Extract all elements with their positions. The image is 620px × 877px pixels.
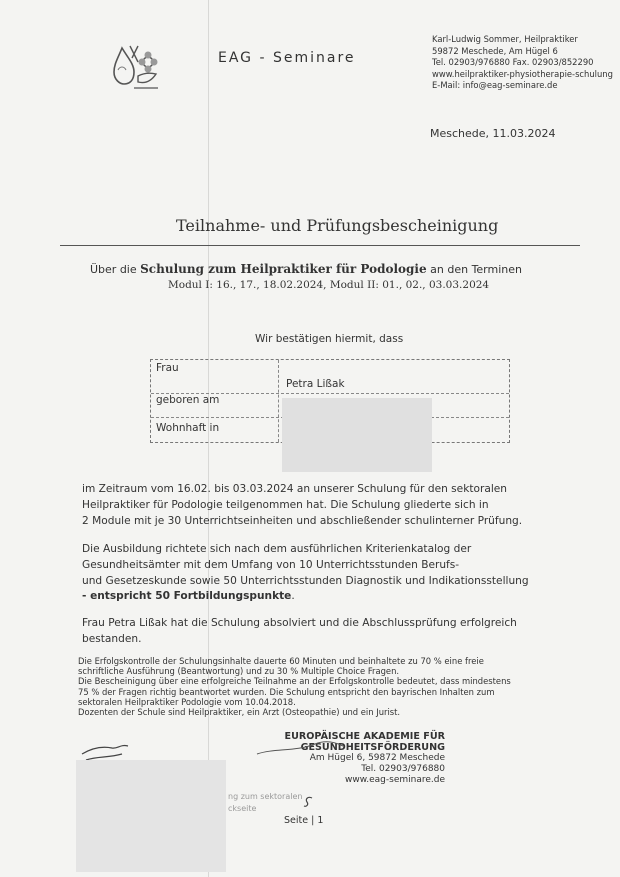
course-line xyxy=(90,262,522,276)
credit-line xyxy=(82,589,529,605)
course-prefix: Über die xyxy=(90,263,137,276)
address-line[interactable]: E-Mail: info@eag-seminare.de xyxy=(432,80,558,90)
document-title: Teilnahme- und Prüfungsbescheinigung xyxy=(176,216,499,235)
paragraph-line: Heilpraktiker für Podologie teilgenommen hat. Die Schulung gliederte sich in xyxy=(82,498,489,511)
stamp-line: GESUNDHEITSFÖRDERUNG xyxy=(300,742,445,753)
paragraph-line: im Zeitraum vom 16.02. bis 03.03.2024 an unserer Schulung für den sektoralen xyxy=(82,483,507,495)
credit-period: . xyxy=(291,590,295,603)
logo-icon xyxy=(108,40,164,96)
credit-points: - entspricht 50 Fortbildungspunkte xyxy=(82,590,292,603)
course-suffix: an den Terminen xyxy=(430,263,522,276)
born-label: geboren am xyxy=(156,394,220,406)
paragraph-result xyxy=(82,616,517,648)
faint-text: ng zum sektoralen xyxy=(228,792,303,801)
paragraph-line: Die Ausbildung richtete sich nach dem ausführlichen Kriterienkatalog der xyxy=(82,543,472,555)
address-line[interactable]: www.heilpraktiker-physiotherapie-schulung xyxy=(432,68,613,79)
curl-mark-icon xyxy=(302,795,316,809)
redacted-personal-data xyxy=(282,398,432,472)
stamp-line: www.eag-seminare.de xyxy=(345,775,445,785)
person-name: Petra Lißak xyxy=(286,378,345,390)
signature-stamp xyxy=(255,734,345,760)
small-print-line: Die Erfolgskontrolle der Schulungsinhalte dauerte 60 Minuten und beinhaltete zu 70 % eine freie xyxy=(78,656,484,666)
title-underline xyxy=(60,245,580,246)
paragraph-line: Gesundheitsämter mit dem Umfang von 10 Unterrichtsstunden Berufs- xyxy=(82,558,460,571)
redacted-area xyxy=(76,760,226,872)
small-print-line: schriftliche Ausführung (Beantwortung) und zu 30 % Multiple Choice Fragen. xyxy=(78,666,400,677)
paragraph-line: bestanden. xyxy=(82,632,142,645)
course-dates: Modul I: 16., 17., 18.02.2024, Modul II: 01., 02., 03.03.2024 xyxy=(168,279,490,291)
salutation-label: Frau xyxy=(156,362,179,374)
paragraph-line: Frau Petra Lißak hat die Schulung absolviert und die Abschlussprüfung erfolgreich xyxy=(82,617,517,629)
address-line: Karl-Ludwig Sommer, Heilpraktiker xyxy=(432,34,578,44)
confirm-text: Wir bestätigen hiermit, dass xyxy=(255,333,404,345)
small-print-line: Dozenten der Schule sind Heilpraktiker, ein Arzt (Osteopathie) und ein Jurist. xyxy=(78,707,401,718)
paragraph-line: und Gesetzeskunde sowie 50 Unterrichtsstunden Diagnostik und Indikationsstellung xyxy=(82,574,529,587)
paragraph-curriculum xyxy=(82,542,529,605)
faint-text: ckseite xyxy=(228,804,257,813)
table-column-divider xyxy=(278,360,279,442)
residence-label: Wohnhaft in xyxy=(156,422,220,434)
brand-name: EAG - Seminare xyxy=(218,50,356,66)
address-line: 59872 Meschede, Am Hügel 6 xyxy=(432,45,558,56)
stamp-line: Am Hügel 6, 59872 Meschede xyxy=(309,753,445,763)
stamp-line: Tel. 02903/976880 xyxy=(361,764,445,774)
page-number: Seite | 1 xyxy=(284,815,324,826)
document-date: Meschede, 11.03.2024 xyxy=(430,127,556,140)
exam-details xyxy=(78,656,511,717)
small-print-line: sektoralen Heilpraktiker Podologie vom 10.04.2018. xyxy=(78,696,296,707)
sender-address xyxy=(432,34,613,92)
course-name: Schulung zum Heilpraktiker für Podologie xyxy=(140,262,427,276)
paragraph-participation xyxy=(82,482,522,529)
small-print-line: 75 % der Fragen richtig beantwortet wurden. Die Schulung entspricht den bayrischen Inhalten zum xyxy=(78,686,495,697)
address-line: Tel. 02903/976880 Fax. 02903/852290 xyxy=(432,57,594,67)
small-print-line: Die Bescheinigung über eine erfolgreiche Teilnahme an der Erfolgskontrolle bedeutet, dass mindestens xyxy=(78,676,511,687)
paragraph-line: 2 Module mit je 30 Unterrichtseinheiten und abschließender schulinterner Prüfung. xyxy=(82,514,523,527)
stamp-line: EUROPÄISCHE AKADEMIE FÜR xyxy=(284,731,445,742)
